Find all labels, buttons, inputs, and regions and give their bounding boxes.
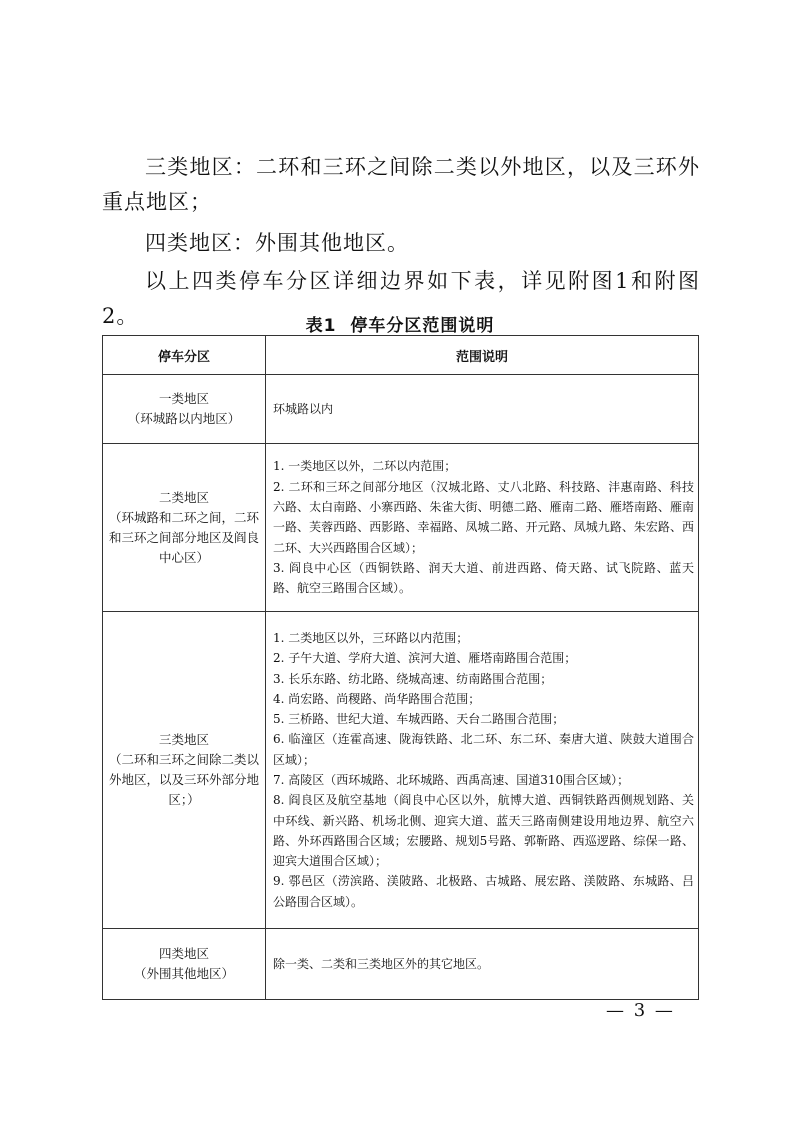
zone-name: 一类地区 [158,391,209,406]
zone-cell [103,612,266,929]
range-cell [266,612,699,929]
table-row [103,375,699,444]
header-range: 范围说明 [266,336,699,375]
range-cell [266,929,699,1000]
zone-description: （二环和三环之间除二类以外地区，以及三环外部分地区；） [108,752,259,807]
zone-name: 四类地区 [158,946,209,961]
range-item: 除一类、二类和三类地区外的其它地区。 [273,956,490,971]
range-item: 2. 二环和三环之间部分地区（汉城北路、丈八北路、科技路、沣惠南路、科技六路、太白南路、小寨西路、朱雀大街、明德二路、雁南二路、雁塔南路、雁南一路、芙蓉西路、西影路、幸福路、凤城二路、开元路、凤城九路、朱宏路、西二环、大兴西路围合区域）； [273,479,694,555]
range-item: 6. 临潼区（连霍高速、陇海铁路、北二环、东二环、秦唐大道、陕鼓大道围合区域）； [273,732,694,767]
zone-cell [103,929,266,1000]
range-item: 1. 二类地区以外，三环路以内范围； [273,630,469,645]
range-item: 3. 长乐东路、纺北路、绕城高速、纺南路围合范围； [273,671,553,686]
paragraph-class3: 三类地区：二环和三环之间除二类以外地区，以及三环外重点地区； [102,155,700,214]
header-zone: 停车分区 [103,336,266,375]
table-row [103,612,699,929]
range-item: 7. 高陵区（西环城路、北环城路、西禹高速、国道310围合区域）； [273,773,630,787]
range-item: 4. 尚宏路、尚稷路、尚华路围合范围； [273,691,481,706]
range-cell [266,375,699,444]
range-item: 3. 阎良中心区（西铜铁路、润天大道、前进西路、倚天路、试飞院路、蓝天路、航空三路围合区域）。 [273,560,694,596]
paragraph-class4: 四类地区：外围其他地区。 [145,231,409,255]
page-number: — 3 — [606,1000,675,1021]
zone-cell [103,375,266,444]
zone-name: 二类地区 [158,489,209,505]
table-row [103,444,699,612]
range-item: 环城路以内 [273,401,334,416]
zone-name: 三类地区 [158,732,209,747]
parking-zone-table [102,335,699,1000]
range-item: 2. 子午大道、学府大道、滨河大道、雁塔南路围合范围； [273,651,577,666]
zone-description: （环城路和二环之间，二环和三环之间部分地区及阎良中心区） [108,509,259,565]
paragraph-table-intro: 以上四类停车分区详细边界如下表，详见附图1和附图2。 [102,269,700,328]
zone-description: （环城路以内地区） [127,411,241,426]
zone-description: （外围其他地区） [133,966,234,981]
zone-cell [103,444,266,612]
table-caption [0,311,800,336]
range-item: 9. 鄠邑区（涝滨路、渼陂路、北极路、古城路、展宏路、渼陂路、东城路、吕公路围合区域）。 [273,874,694,909]
range-item: 1. 一类地区以外，二环以内范围； [273,459,457,474]
range-item: 5. 三桥路、世纪大道、车城西路、天台二路围合范围； [273,712,565,727]
table-caption-number: 表1 [305,316,337,336]
range-cell [266,444,699,612]
table-row [103,929,699,1000]
table-caption-title: 停车分区范围说明 [350,316,495,336]
table-header-row [103,336,699,375]
range-item: 8. 阎良区及航空基地（阎良中心区以外，航博大道、西铜铁路西侧规划路、关中环线、新兴路、机场北侧、迎宾大道、蓝天三路南侧建设用地边界、航空六路、外环西路围合区域；宏腰路、规划5号路、郭靳路、西巡逻路、综保一路、迎宾大道围合区域）； [273,793,694,869]
